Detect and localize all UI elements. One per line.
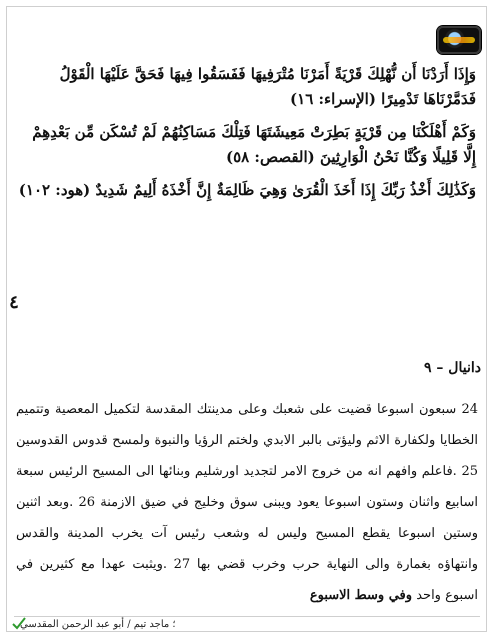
- body-text-bold: وفي وسط الاسبوع: [309, 588, 413, 603]
- body-paragraph: [16, 394, 478, 611]
- quran-verse-qasas: وَكَمْ أَهْلَكْنَا مِن قَرْيَةٍ بَطِرَتْ مَعِيشَتَهَا فَتِلْكَ مَسَاكِنُهُمْ لَمْ تُسْكَن مِّن بَعْدِهِمْ إِلَّا قَلِيلًا وَكُنَّا نَحْنُ الْوَارِثِينَ (القصص: ٥٨): [32, 123, 476, 166]
- page-number: ٤: [9, 292, 19, 313]
- footer-author: ؛ ماجد تيم / أبو عبد الرحمن المقدسي: [20, 619, 176, 630]
- footer-divider: [14, 616, 480, 617]
- section-title: دانيال – ٩: [424, 360, 481, 376]
- quran-verse-hud: وَكَذَٰلِكَ أَخْذُ رَبِّكَ إِذَا أَخَذَ الْقُرَىٰ وَهِيَ ظَالِمَةٌ إِنَّ أَخْذَهُ أَلِيمٌ شَدِيدٌ (هود: ١٠٢): [18, 181, 476, 199]
- body-text-main: 24 سبعون اسبوعا قضيت على شعبك وعلى مدينتك المقدسة لتكميل المعصية وتتميم الخطايا ولكفارة الاثم وليؤتى بالبر الابدي ولختم الرؤيا والنبوة ولمسح قدوس القدوسين 25 .فاعلم وافهم انه من خروج الامر لتجديد اورشليم وبنائها الى المسيح الرئيس سبعة اسابيع واثنان وستون اسبوعا يعود ويبنى سوق وخليج في ضيق الازمنة 26 .وبعد اثنين وستين اسبوعا يقطع المسيح وليس له وشعب رئيس آت يخرب المدينة والقدس وانتهاؤه بغمارة والى النهاية حرب وخرب قضي بها 27 .ويثبت عهدا مع كثيرين في اسبوع واحد: [16, 402, 478, 603]
- logo-emblem-icon: [437, 26, 481, 54]
- quran-verse-isra: وَإِذَا أَرَدْنَا أَن نُّهْلِكَ قَرْيَةً أَمَرْنَا مُتْرَفِيهَا فَفَسَقُوا فِيهَا فَحَقَّ عَلَيْهَا الْقَوْلُ فَدَمَّرْنَاهَا تَدْمِيرًا (الإسراء: ١٦): [59, 65, 476, 108]
- quran-verses: [18, 62, 476, 211]
